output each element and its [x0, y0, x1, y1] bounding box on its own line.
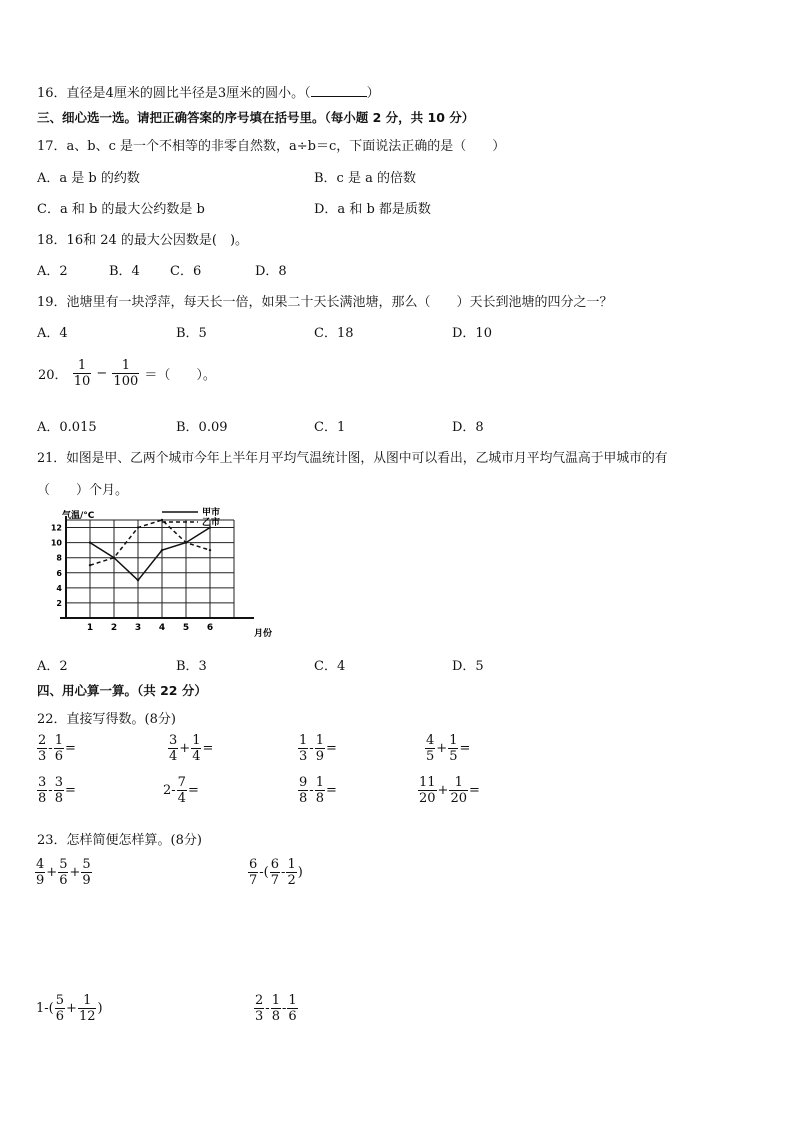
q20-stem: 20． $\frac{1}{10}$ − $\frac{1}{100}$ ＝（ ）。 — [38, 358, 216, 389]
legend-label-2: 乙市 — [202, 518, 221, 528]
y-tick-label: 6 — [56, 568, 62, 578]
section-4-heading: 四、用心算一算。（共 22 分） — [37, 683, 207, 698]
q20-fraction-1: $\frac{1}{10}$ — [73, 358, 91, 389]
q23-expr-2: $\frac{6}{7}$ -( $\frac{6}{7}$ - $\frac{1}{2}$ ) — [249, 857, 303, 888]
q22-item-2: $\frac{3}{4}$ + $\frac{1}{4}$ = — [169, 733, 214, 764]
q18-stem: 18．16和 24 的最大公因数是( )。 — [37, 233, 249, 248]
q19-option-b[interactable]: B．5 — [176, 326, 207, 341]
x-tick-label: 2 — [110, 623, 118, 633]
q22-item-3: $\frac{1}{3}$ - $\frac{1}{9}$ = — [299, 733, 337, 764]
q21-stem-line1: 21．如图是甲、乙两个城市今年上半年月平均气温统计图，从图中可以看出，乙城市月平均气温高于甲城市的有 — [37, 451, 668, 466]
q21-option-a[interactable]: A．2 — [37, 659, 68, 674]
q21-option-b[interactable]: B．3 — [176, 659, 207, 674]
q22-item-7: $\frac{9}{8}$ - $\frac{1}{8}$ = — [299, 775, 337, 806]
series-2-point — [185, 541, 187, 543]
y-tick-label: 2 — [56, 598, 62, 608]
series-2-point — [137, 526, 139, 528]
y-tick-label: 8 — [56, 553, 62, 563]
q19-option-a[interactable]: A．4 — [37, 326, 68, 341]
x-tick-label: 5 — [182, 623, 190, 633]
x-tick-label: 3 — [134, 623, 142, 633]
q18-option-c[interactable]: C．6 — [170, 264, 202, 279]
q22-item-4: $\frac{4}{5}$ + $\frac{1}{5}$ = — [426, 733, 471, 764]
q23-expr-4: $\frac{2}{3}$ - $\frac{1}{8}$ - $\frac{1}{6}$ — [255, 993, 297, 1024]
q17-option-b[interactable]: B．c 是 a 的倍数 — [314, 171, 416, 186]
q21-option-c[interactable]: C．4 — [314, 659, 346, 674]
q16-answer-blank[interactable] — [311, 84, 367, 97]
q20-option-c[interactable]: C．1 — [314, 420, 346, 435]
series-1-point — [89, 541, 91, 543]
q22-item-1: $\frac{2}{3}$ - $\frac{1}{6}$ = — [38, 733, 76, 764]
q22-item-8: $\frac{11}{20}$ + $\frac{1}{20}$ = — [419, 775, 480, 806]
q22-title: 22．直接写得数。(8分) — [37, 712, 176, 727]
y-tick-label: 10 — [50, 538, 62, 548]
series-2-point — [161, 519, 163, 521]
q20-option-d[interactable]: D．8 — [452, 420, 484, 435]
q23-title: 23．怎样简便怎样算。(8分) — [37, 833, 202, 848]
x-axis-title: 月份 — [254, 629, 273, 639]
q23-expr-3: 1-( $\frac{5}{6}$ + $\frac{1}{12}$ ) — [36, 993, 103, 1024]
legend-label-1: 甲市 — [202, 508, 221, 518]
y-tick-label: 4 — [56, 583, 62, 593]
temperature-line-chart — [40, 506, 290, 646]
series-2-point — [113, 556, 115, 558]
q16: 16．直径是4厘米的圆比半径是3厘米的圆小。（ ） — [37, 86, 380, 101]
section-3-heading: 三、细心选一选。请把正确答案的序号填在括号里。（每小题 2 分，共 10 分） — [37, 110, 475, 125]
q18-option-a[interactable]: A．2 — [37, 264, 68, 279]
q19-option-d[interactable]: D．10 — [452, 326, 492, 341]
x-tick-label: 1 — [86, 623, 94, 633]
y-axis-title: 气温/°C — [62, 511, 95, 521]
q20-option-b[interactable]: B．0.09 — [176, 420, 228, 435]
q21-option-d[interactable]: D．5 — [452, 659, 484, 674]
q17-stem: 17．a、b、c 是一个不相等的非零自然数，a÷b＝c，下面说法正确的是（ ） — [37, 139, 506, 154]
y-tick-label: 12 — [50, 523, 62, 533]
q22-item-5: $\frac{3}{8}$ - $\frac{3}{8}$ = — [38, 775, 76, 806]
q19-option-c[interactable]: C．18 — [314, 326, 354, 341]
q22-item-6: 2- $\frac{7}{4}$ = — [163, 775, 199, 806]
q23-expr-1: $\frac{4}{9}$ + $\frac{5}{6}$ + $\frac{5}{9}$ — [36, 857, 91, 888]
q17-option-d[interactable]: D．a 和 b 都是质数 — [314, 202, 431, 217]
q20-option-a[interactable]: A．0.015 — [37, 420, 97, 435]
q19-stem: 19．池塘里有一块浮萍，每天长一倍，如果二十天长满池塘，那么（ ）天长到池塘的四分之一？ — [37, 295, 613, 310]
q16-text: 16．直径是4厘米的圆比半径是3厘米的圆小。（ — [37, 86, 311, 101]
x-tick-label: 4 — [158, 623, 166, 633]
q17-option-c[interactable]: C．a 和 b 的最大公约数是 b — [37, 202, 205, 217]
q20-fraction-2: $\frac{1}{100}$ — [113, 358, 139, 389]
x-tick-label: 6 — [206, 623, 214, 633]
q17-option-a[interactable]: A．a 是 b 的约数 — [37, 171, 140, 186]
series-2-point — [209, 549, 211, 551]
q18-option-d[interactable]: D．8 — [255, 264, 287, 279]
series-1-point — [161, 549, 163, 551]
q18-option-b[interactable]: B．4 — [109, 264, 140, 279]
series-2-point — [89, 564, 91, 566]
q21-stem-line2: （ ）个月。 — [37, 483, 129, 498]
series-1-point — [137, 579, 139, 581]
